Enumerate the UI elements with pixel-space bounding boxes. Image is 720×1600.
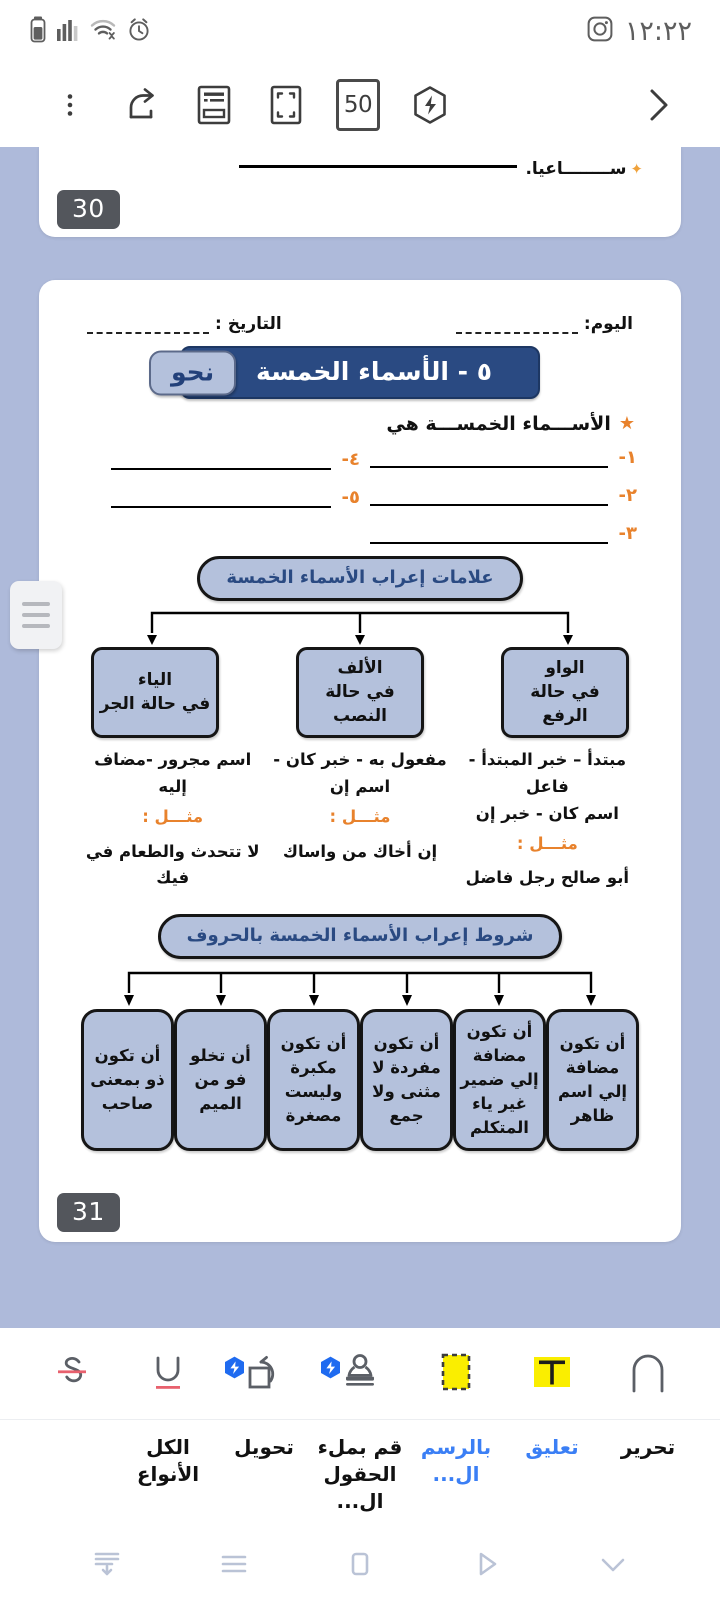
diagram2-box-4: أن تكون مكبرة وليست مصغرة [267,1009,360,1151]
square-icon[interactable] [334,1538,386,1590]
date-field[interactable] [87,314,282,334]
diagram1-box-raf [501,647,629,738]
blank-row[interactable] [101,449,360,470]
tool-highlight-text[interactable] [504,1348,600,1400]
save-icon[interactable] [81,1538,133,1590]
blank-rule[interactable] [111,457,331,470]
page-number-badge: 30 [57,190,120,229]
blank-number: ٤- [341,449,360,470]
stamp-icon [336,1348,384,1400]
blank-row[interactable] [360,523,637,544]
box-line-2: في حالة النصب [325,682,395,727]
star-bullet-icon: ✦ [630,160,643,178]
blank-number: ٢- [618,485,637,506]
note-example: إن أخاك من واساك [282,841,438,861]
handle-line [22,624,50,628]
box-line-2: في حالة الجر [99,694,211,715]
dashed-rect-icon [434,1348,478,1400]
chevron-down-icon[interactable] [587,1538,639,1590]
page-count-value: 50 [336,79,380,131]
diagram1-head-row [77,556,643,601]
answer-blanks [77,441,643,544]
tool-label-edit[interactable]: تحرير [620,1435,676,1459]
subject-chip: نحو [149,350,236,395]
note-example-label: مثـــل : [516,833,578,853]
page-meta-row [77,314,643,334]
tool-underline[interactable] [120,1348,216,1400]
answer-blanks-left [83,441,360,544]
blank-rule [239,165,517,168]
pro-badge-icon [224,1356,245,1379]
system-nav-bar [0,1528,720,1600]
diagram2-box-6: أن تكون ذو بمعنى صاحب [81,1009,174,1151]
strikethrough-icon [50,1348,94,1400]
note-example-label: مثـــل : [142,806,204,826]
diagram-irab-conditions [77,914,643,1151]
blank-number: ١- [618,447,637,468]
day-blank[interactable] [456,320,578,334]
diagram2-box-5: أن تخلو فو من الميم [174,1009,267,1151]
diagram1-boxes [77,647,643,738]
diagram1-head: علامات إعراب الأسماء الخمسة [197,556,522,601]
highlight-text-icon [528,1348,576,1400]
status-icons-right [587,16,692,47]
blank-number: ٥- [341,487,360,508]
date-blank[interactable] [87,320,209,334]
status-time: ١٢:٢٢ [624,15,692,47]
annotation-tool-icons [0,1328,720,1420]
tool-label-all-types[interactable]: الكل الأنواع [136,1435,200,1486]
blank-row[interactable] [360,447,637,468]
title-banner: ٥ - الأسماء الخمسة [180,346,540,399]
box-line-2: في حالة الرفع [530,682,600,727]
box-line-1: الألف [337,658,383,678]
blank-rule[interactable] [370,455,608,468]
answer-blanks-right [360,441,637,544]
diagram1-note-nasb [266,747,453,892]
tool-label-draw[interactable]: بالرسم ال... [420,1435,492,1486]
document-page-31[interactable] [39,280,681,1242]
note-roles-2: اسم كان - خبر إن [475,803,619,823]
handle-line [22,613,50,617]
note-example-label: مثـــل : [329,806,391,826]
camera-icon [587,16,613,46]
tool-draw-area[interactable] [408,1348,504,1400]
next-button[interactable] [622,69,694,141]
tool-fill-fields[interactable] [312,1348,408,1400]
note-example: لا تتحدث والطعام في فيك [85,841,260,888]
blank-number: ٣- [618,523,637,544]
diagram1-note-raf [454,747,641,892]
diagram2-head: شروط إعراب الأسماء الخمسة بالحروف [158,914,563,959]
note-example: أبو صالح رجل فاضل [465,868,630,888]
more-options-button[interactable] [34,69,106,141]
status-bar [0,0,720,62]
day-field[interactable] [456,314,633,334]
fit-to-screen-button[interactable] [250,69,322,141]
date-label: التاريخ : [215,314,282,334]
document-viewer[interactable] [0,147,720,1328]
status-icons-left [30,16,151,47]
annotation-tool-labels [0,1420,720,1528]
diagram1-connectors [77,601,643,647]
tool-label-comment[interactable]: تعليق [525,1435,579,1459]
underline-icon [146,1348,190,1400]
alarm-icon [127,17,151,46]
convert-shape-icon [240,1348,288,1400]
diagram1-notes [77,747,643,892]
pro-badge-icon [320,1356,341,1379]
blank-row[interactable] [101,487,360,508]
document-page-30[interactable] [39,147,681,237]
intro-text: الأســـماء الخمســـة هي [386,413,611,435]
diagram2-connectors [77,959,643,1009]
tool-shape-arch[interactable] [600,1349,696,1399]
signal-bars-icon [57,17,79,45]
tool-convert[interactable] [216,1348,312,1400]
diagram1-box-jarr [91,647,219,738]
star-bullet-icon: ★ [618,413,635,434]
panel-handle[interactable] [10,581,62,649]
box-line-1: الياء [137,670,173,691]
box-line-1: الواو [545,658,585,678]
shape-arch-icon [627,1349,669,1399]
quick-actions-button[interactable] [394,69,466,141]
day-label: اليوم: [583,314,633,334]
diagram1-box-nasb [296,647,424,738]
diagram1-note-jarr [79,747,266,892]
diagram2-head-row [77,914,643,959]
blank-rule[interactable] [370,493,608,506]
diagram-irab-signs [77,556,643,892]
share-button[interactable] [106,69,178,141]
blank-rule[interactable] [111,495,331,508]
battery-icon [30,16,46,47]
page-count-button[interactable] [322,69,394,141]
page-layout-button[interactable] [178,69,250,141]
page-30-trailing-line [239,159,643,179]
diagram2-box-2: أن تكون مضافة إلي ضمير غير ياء المتكلم [453,1009,546,1151]
note-roles: مبتدأ – خبر المبتدأ - فاعل [468,750,627,797]
blank-rule[interactable] [370,531,608,544]
tool-label-convert[interactable]: تحويل [234,1435,294,1459]
intro-line [77,413,635,435]
wifi-icon [90,17,116,45]
note-roles: مفعول به - خبر كان - اسم إن [273,750,447,797]
diagram2-box-1: أن تكون مضافة إلي اسم ظاهر [546,1009,639,1151]
diagram2-box-3: أن تكون مفردة لا مثنى ولا جمع [360,1009,453,1151]
handle-line [22,602,50,606]
note-roles: اسم مجرور -مضاف إليه [94,750,252,797]
annotation-tool-sheet [0,1328,720,1528]
play-icon[interactable] [460,1538,512,1590]
tool-strikethrough[interactable] [24,1348,120,1400]
page-30-trailing-text: ســــــــاعيا. [525,159,627,179]
page-title [77,346,643,399]
diagram2-boxes [77,1009,643,1151]
blank-row[interactable] [360,485,637,506]
page-number-badge: 31 [57,1193,120,1232]
tool-label-fill-fields[interactable]: قم بملء الحقول ال... [317,1435,403,1513]
top-toolbar [0,62,720,147]
menu-lines-icon[interactable] [208,1538,260,1590]
